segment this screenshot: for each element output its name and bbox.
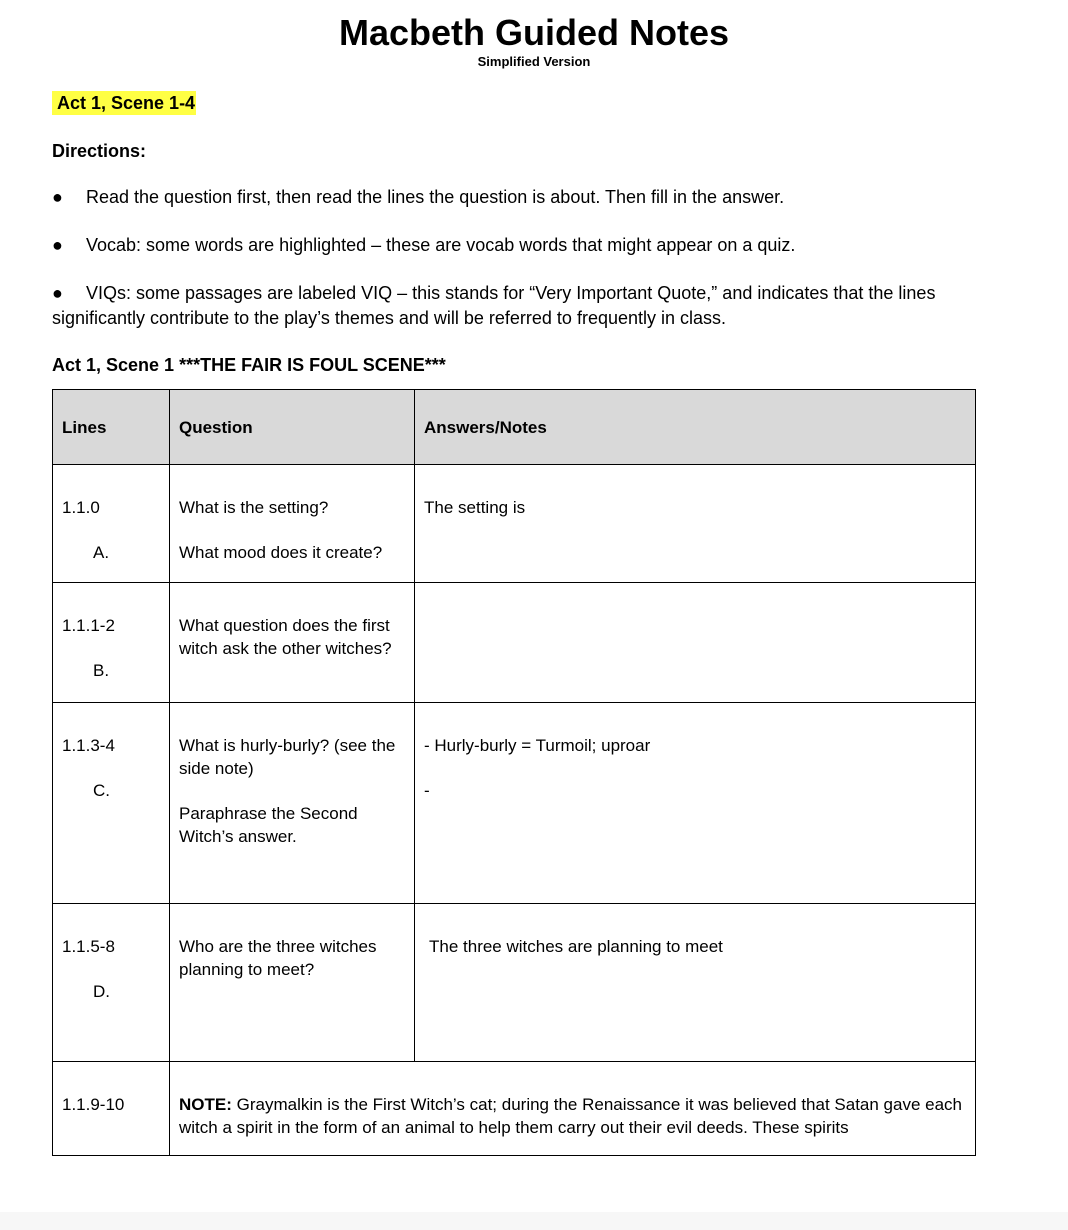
lines-cell [53, 904, 170, 1062]
question-text: What mood does it create? [179, 543, 383, 562]
directions-label: Directions: [52, 141, 147, 161]
section-tag: Act 1, Scene 1-4 [52, 91, 196, 115]
question-text: What is hurly-burly? (see the side note) [179, 736, 396, 778]
table-row [53, 465, 976, 583]
answer-text[interactable]: - Hurly-burly = Turmoil; uproar [424, 736, 651, 755]
row-letter: C. [93, 781, 110, 800]
question-text: What is the setting? [179, 498, 329, 517]
answer-text[interactable]: The setting is [424, 498, 526, 517]
document-subtitle: Simplified Version [477, 54, 591, 69]
directions-item-text: VIQs: some passages are labeled VIQ – this stands for “Very Important Quote,” and indicates that the lines significantly contribute to the play’s themes and will be referred to frequently in class. [52, 283, 936, 328]
row-letter: D. [93, 982, 110, 1001]
line-ref: 1.1.0 [62, 498, 100, 517]
line-ref: 1.1.9-10 [62, 1095, 125, 1114]
bullet-icon: ● [52, 235, 63, 255]
question-text: Paraphrase the Second Witch’s answer. [179, 804, 358, 846]
header-lines: Lines [53, 390, 170, 465]
line-ref: 1.1.3-4 [62, 736, 115, 755]
question-cell [170, 904, 415, 1062]
question-cell [170, 583, 415, 703]
question-cell [170, 703, 415, 904]
lines-cell [53, 465, 170, 583]
table-row [53, 703, 976, 904]
table-header-row [53, 390, 976, 465]
table-row [53, 904, 976, 1062]
table-row [53, 583, 976, 703]
directions-item-text: Vocab: some words are highlighted – these are vocab words that might appear on a quiz. [86, 235, 796, 255]
answer-text[interactable]: The three witches are planning to meet [429, 937, 723, 956]
directions-item [52, 233, 795, 258]
note-cell [170, 1062, 976, 1156]
question-text: What question does the first witch ask the other witches? [179, 616, 392, 658]
lines-cell [53, 703, 170, 904]
bullet-icon: ● [52, 187, 63, 207]
bullet-icon: ● [52, 283, 63, 303]
page-footer-bar [0, 1212, 1068, 1230]
answer-cell[interactable] [415, 583, 976, 703]
question-cell [170, 465, 415, 583]
note-text: Graymalkin is the First Witch’s cat; during the Renaissance it was believed that Satan gave each witch a spirit in the form of an animal to help them carry out their evil deeds. These spirits [179, 1095, 962, 1137]
answer-cell[interactable] [415, 465, 976, 583]
line-ref: 1.1.5-8 [62, 937, 115, 956]
row-letter: B. [93, 661, 110, 680]
lines-cell [53, 583, 170, 703]
row-letter: A. [93, 543, 110, 562]
header-question: Question [170, 390, 415, 465]
lines-cell [53, 1062, 170, 1156]
line-ref: 1.1.1-2 [62, 616, 115, 635]
guided-notes-table [52, 389, 976, 1156]
answer-text[interactable]: - [424, 781, 430, 800]
question-text: Who are the three witches planning to meet? [179, 937, 377, 979]
document-title: Macbeth Guided Notes [338, 12, 730, 53]
directions-item-text: Read the question first, then read the lines the question is about. Then fill in the answer. [86, 187, 785, 207]
answer-cell[interactable] [415, 703, 976, 904]
scene-heading: Act 1, Scene 1 ***THE FAIR IS FOUL SCENE*** [52, 355, 446, 375]
answer-cell[interactable] [415, 904, 976, 1062]
table-row [53, 1062, 976, 1156]
note-label: NOTE: [179, 1095, 232, 1114]
header-answers: Answers/Notes [415, 390, 976, 465]
directions-item [52, 281, 1022, 331]
directions-item [52, 185, 784, 210]
